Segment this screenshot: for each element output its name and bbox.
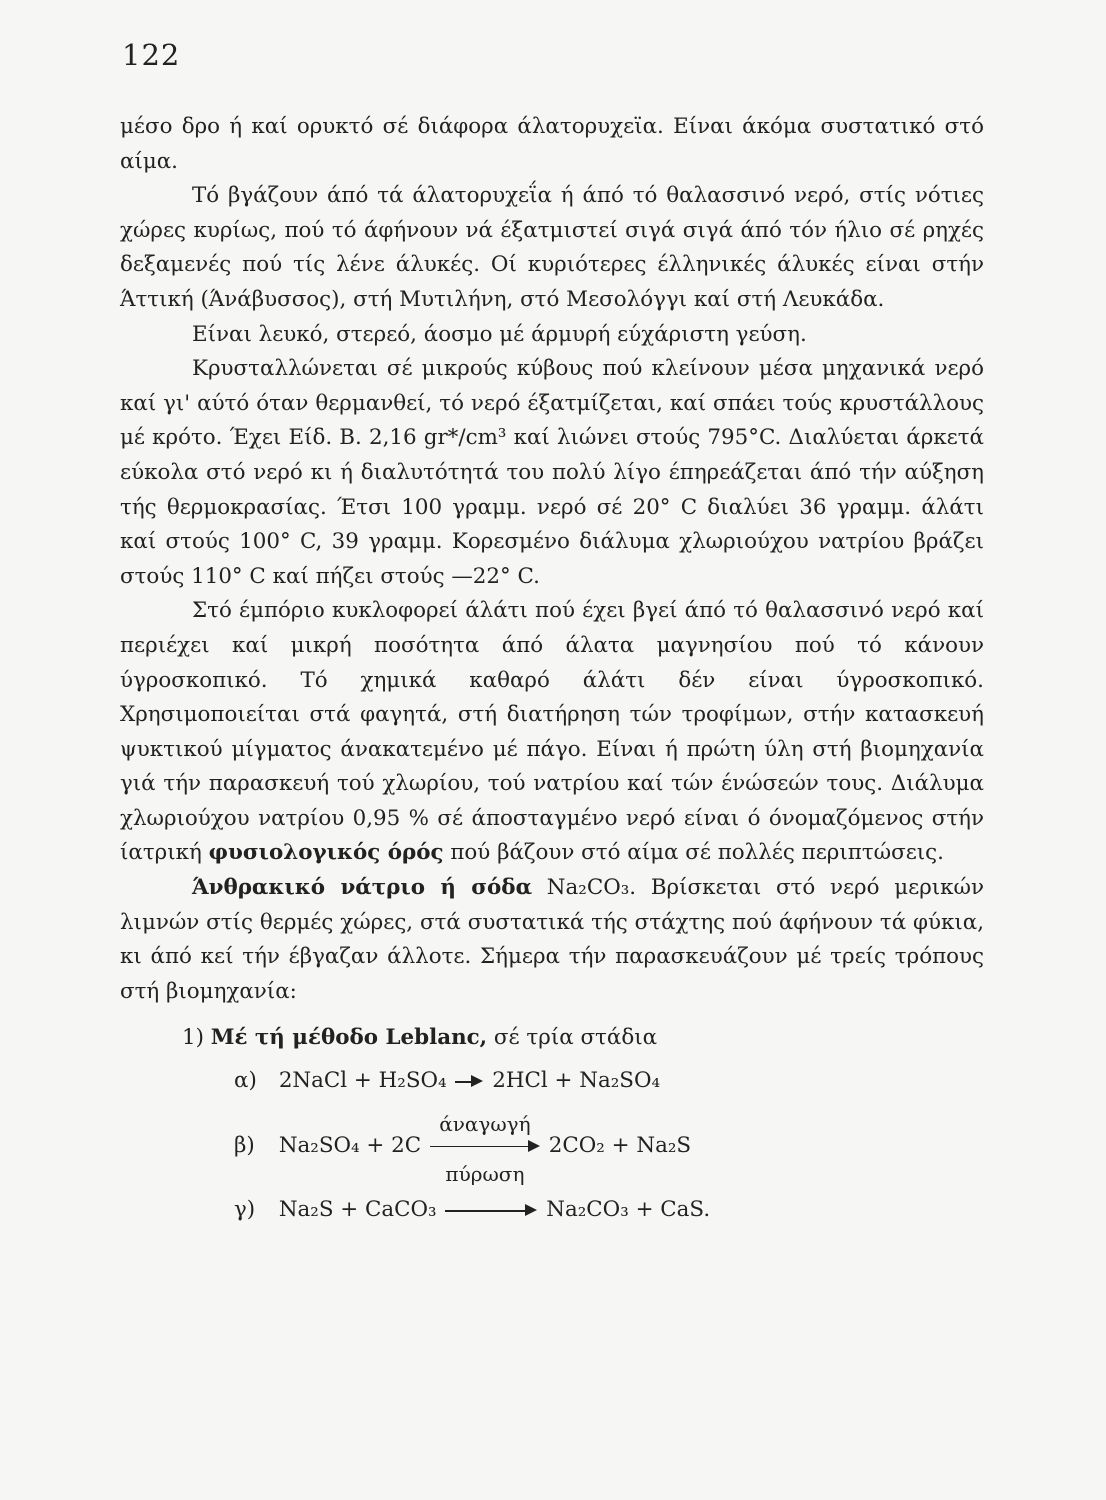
equation-a xyxy=(234,1064,984,1099)
equation-c-arrow-line xyxy=(445,1210,527,1212)
equation-a-label: α) xyxy=(234,1068,257,1094)
equation-c-left: Na₂S + CaCO₃ xyxy=(278,1197,437,1223)
equation-b-left: Na₂SO₄ + 2C xyxy=(278,1132,422,1158)
leblanc-method xyxy=(120,1021,984,1227)
paragraph-2: Τό βγάζουν άπό τά άλατορυχεΐα ή άπό τό θαλασσινό νερό, στίς νότιες χώρες κυρίως, πού τό άφήνουν νά έξατμιστεί σιγά σιγά άπό τόν ήλιο σέ ρηχές δεξαμενές πού τίς λένε άλυκές. Οί κυριότερες έλληνικές άλυκές είναι στήν Άττική (Άνάβυσσος), στή Μυτιλήνη, στό Μεσολόγγι καί στή Λευκάδα. xyxy=(120,183,984,312)
equation-a-right: 2HCl + Na₂SO₄ xyxy=(492,1068,661,1094)
page-number: 122 xyxy=(122,38,181,72)
equation-b-arrow-top-label: άναγωγή xyxy=(439,1111,531,1136)
paragraph-5-bold-term: φυσιολογικός όρός xyxy=(208,840,444,866)
paragraph-3: Είναι λευκό, στερεό, άοσμο μέ άρμυρή εύχάριστη γεύση. xyxy=(192,321,807,347)
equation-c-arrow-head xyxy=(525,1204,537,1216)
equation-b-arrow xyxy=(430,1111,540,1186)
method-title-prefix: 1) xyxy=(182,1025,204,1051)
paragraph-4: Κρυσταλλώνεται σέ μικρούς κύβους πού κλείνουν μέσα μηχανικά νερό καί γι' αύτό όταν θερμανθεί, τό νερό έξατμίζεται, καί σπάει τούς κρυστάλλους μέ κρότο. Έχει Είδ. Β. 2,16 gr*/cm³ καί λιώνει στούς 795°C. Διαλύεται άρκετά εύκολα στό νερό κι ή διαλυτότητά του πολύ λίγο έπηρεάζεται άπό τήν αύξηση τής θερμοκρασίας. Έτσι 100 γραμμ. νερό σέ 20° C διαλύει 36 γραμμ. άλάτι καί στούς 100° C, 39 γραμμ. Κορεσμένο διάλυμα χλωριούχου νατρίου βράζει στούς 110° C καί πήζει στούς —22° C. xyxy=(120,356,984,589)
equation-a-arrow-head xyxy=(471,1075,483,1087)
paragraph-6 xyxy=(120,871,984,1009)
equation-a-left: 2NaCl + H₂SO₄ xyxy=(278,1068,447,1094)
equation-b-right: 2CO₂ + Na₂S xyxy=(548,1132,692,1158)
body-text xyxy=(120,110,984,1228)
paragraph-5-text-b: πού βάζουν στό αίμα σέ πολλές περιπτώσεις. xyxy=(450,840,944,866)
equation-b-label: β) xyxy=(234,1132,255,1158)
equation-b-arrow-bottom-label: πύρωση xyxy=(445,1161,525,1186)
equation-a-arrow xyxy=(455,1064,483,1098)
paragraph-5 xyxy=(120,594,984,871)
paragraph-6-text: Na₂CO₃. Βρίσκεται στό νερό μερικών λιμνών στίς θερμές χώρες, στά συστατικά τής στάχτης πού άφήνουν τά φύκια, κι άπό κεί τήν έβγαζαν άλλοτε. Σήμερα τήν παρασκευάζουν μέ τρείς τρόπους στή βιομηχανία: xyxy=(120,875,984,1004)
method-title-rest: σέ τρία στάδια xyxy=(493,1025,658,1051)
paragraph-5-text-a: Στό έμπόριο κυκλοφορεί άλάτι πού έχει βγεί άπό τό θαλασσινό νερό καί περιέχει καί μικρή ποσότητα άπό άλατα μαγνησίου πού τό κάνουν ύγροσκοπικό. Τό χημικά καθαρό άλάτι δέν είναι ύγροσκοπικό. Χρησιμοποιείται στά φαγητά, στή διατήρηση τών τροφίμων, στήν κατασκευή ψυκτικού μίγματος άνακατεμένο μέ πάγο. Είναι ή πρώτη ύλη στή βιομηχανία γιά τήν παρασκευή τού χλωρίου, τού νατρίου καί τών ένώσεών τους. Διάλυμα χλωριούχου νατρίου 0,95 % σέ άποσταγμένο νερό είναι ό όνομαζόμενος στήν ίατρική xyxy=(120,598,984,866)
soda-heading: Άνθρακικό νάτριο ή σόδα xyxy=(192,875,533,901)
equation-c-right: Na₂CO₃ + CaS. xyxy=(546,1197,711,1223)
paragraph-1: μέσο δρο ή καί ορυκτό σέ διάφορα άλατορυχεϊα. Είναι άκόμα συστατικό στό αίμα. xyxy=(120,114,984,174)
equation-b-arrow-line xyxy=(430,1146,530,1148)
equation-b xyxy=(234,1111,984,1186)
method-title xyxy=(182,1021,984,1056)
equation-c xyxy=(234,1193,984,1228)
equation-c-arrow xyxy=(445,1193,537,1227)
method-title-bold: Μέ τή μέθοδο Leblanc, xyxy=(210,1025,488,1051)
equation-c-label: γ) xyxy=(234,1197,256,1223)
equation-b-arrow-head xyxy=(528,1140,540,1152)
